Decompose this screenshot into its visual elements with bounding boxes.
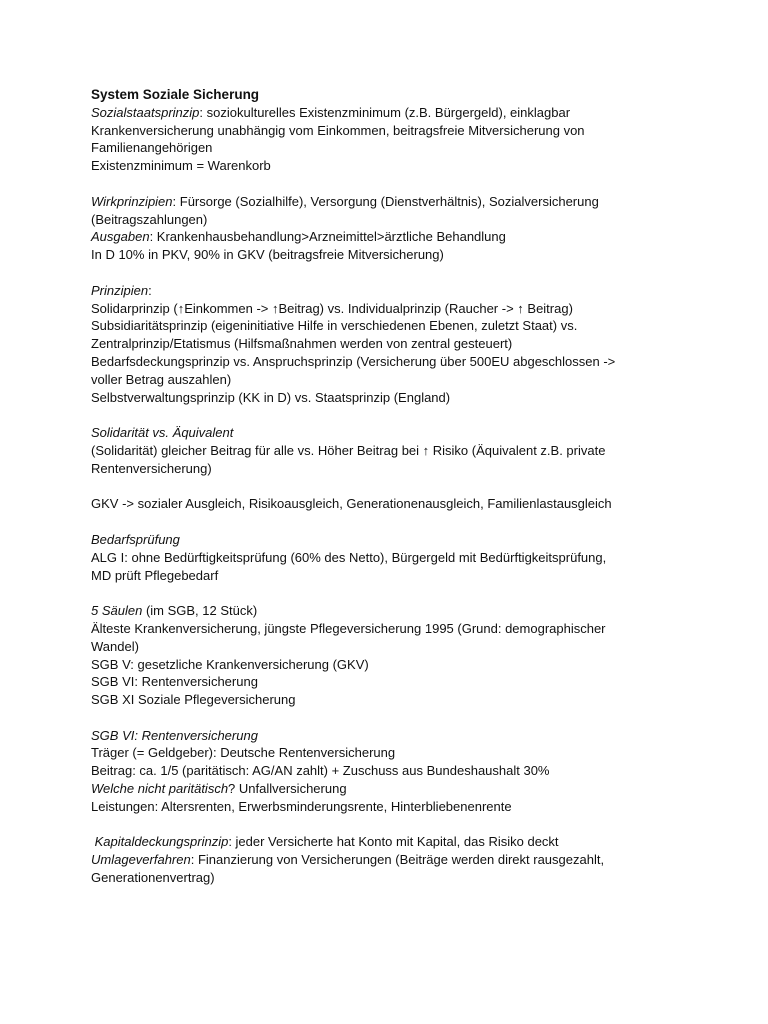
section-sozialstaatsprinzip [91,104,691,175]
text-line [91,833,691,851]
spacer [91,816,691,834]
term: Sozialstaatsprinzip [91,104,200,120]
term: Prinzipien [91,282,149,298]
text: : Krankenhausbehandlung>Arzneimittel>ärztliche Behandlung [149,229,506,245]
text-line [91,851,691,869]
text-line [91,602,691,620]
section-prinzipien [91,282,691,407]
text-line: Älteste Krankenversicherung, jüngste Pflegeversicherung 1995 (Grund: demographischer [91,620,606,636]
text-line [91,424,691,442]
text-line: Bedarfsdeckungsprinzip vs. Anspruchsprinzip (Versicherung über 500EU abgeschlossen -> [91,353,616,369]
text-line: (Beitragszahlungen) [91,211,208,227]
section-wirkprinzipien [91,193,691,264]
term: SGB VI: Rentenversicherung [91,727,258,743]
text-line: Träger (= Geldgeber): Deutsche Rentenversicherung [91,745,396,761]
term: Kapitaldeckungsprinzip [91,834,229,850]
text-line [91,727,691,745]
spacer [91,584,691,602]
section-kapitaldeckung [91,833,691,886]
text-line: Rentenversicherung) [91,460,212,476]
text-line: Familienangehörigen [91,140,213,156]
text-line [91,282,691,300]
text-line: SGB V: gesetzliche Krankenversicherung (GKV) [91,656,369,672]
text: : soziokulturelles Existenzminimum (z.B. Bürgergeld), einklagbar [199,104,571,120]
document-page [91,86,691,887]
text-line: ALG I: ohne Bedürftigkeitsprüfung (60% des Netto), Bürgergeld mit Bedürftigkeitsprüfung, [91,549,607,565]
text-line: GKV -> sozialer Ausgleich, Risikoausgleich, Generationenausgleich, Familienlastausgleich [91,496,612,512]
text-line [91,780,691,798]
text-line: Existenzminimum = Warenkorb [91,158,271,174]
text-line: SGB XI Soziale Pflegeversicherung [91,692,296,708]
spacer [91,406,691,424]
section-bedarfspruefung [91,531,691,584]
term: Wirkprinzipien [91,193,173,209]
text-line: voller Betrag auszahlen) [91,371,232,387]
term: 5 Säulen [91,603,143,619]
text: : [148,282,152,298]
text-line: (Solidarität) gleicher Beitrag für alle vs. Höher Beitrag bei ↑ Risiko (Äquivalent z.B. private [91,442,606,458]
spacer [91,478,691,496]
text: : Fürsorge (Sozialhilfe), Versorgung (Dienstverhältnis), Sozialversicherung [172,193,599,209]
text-line: Generationenvertrag) [91,870,215,886]
text: : jeder Versicherte hat Konto mit Kapital, das Risiko deckt [228,834,559,850]
section-rentenversicherung [91,727,691,816]
section-solidaritaet [91,424,691,477]
text: (im SGB, 12 Stück) [142,603,258,619]
spacer [91,709,691,727]
text-line: Zentralprinzip/Etatismus (Hilfsmaßnahmen werden von zentral gesteuert) [91,336,513,352]
text: : Finanzierung von Versicherungen (Beiträge werden direkt rausgezahlt, [190,852,605,868]
term: Umlageverfahren [91,852,191,868]
spacer [91,175,691,193]
document-title: System Soziale Sicherung [91,87,260,102]
text-line [91,193,691,211]
spacer [91,513,691,531]
text-line: MD prüft Pflegebedarf [91,567,219,583]
text-line [91,228,691,246]
text-line: Leistungen: Altersrenten, Erwerbsminderungsrente, Hinterbliebenenrente [91,798,512,814]
text-line: Subsidiaritätsprinzip (eigeninitiative Hilfe in verschiedenen Ebenen, zuletzt Staat) vs. [91,318,578,334]
spacer [91,264,691,282]
term: Solidarität vs. Äquivalent [91,425,234,441]
text-line: Beitrag: ca. 1/5 (paritätisch: AG/AN zahlt) + Zuschuss aus Bundeshaushalt 30% [91,763,550,779]
text-line [91,104,691,122]
section-gkv [91,495,691,513]
text-line: Selbstverwaltungsprinzip (KK in D) vs. Staatsprinzip (England) [91,389,451,405]
text-line: Krankenversicherung unabhängig vom Einkommen, beitragsfreie Mitversicherung von [91,122,585,138]
section-5-saeulen [91,602,691,709]
text-line: Solidarprinzip (↑Einkommen -> ↑Beitrag) vs. Individualprinzip (Raucher -> ↑ Beitrag) [91,300,573,316]
text-line: Wandel) [91,638,139,654]
term: Ausgaben [91,229,150,245]
text-line: SGB VI: Rentenversicherung [91,674,258,690]
text-line: In D 10% in PKV, 90% in GKV (beitragsfreie Mitversicherung) [91,247,444,263]
term: Welche nicht paritätisch [91,781,229,797]
term: Bedarfsprüfung [91,531,180,547]
text: ? Unfallversicherung [228,781,347,797]
text-line [91,531,691,549]
